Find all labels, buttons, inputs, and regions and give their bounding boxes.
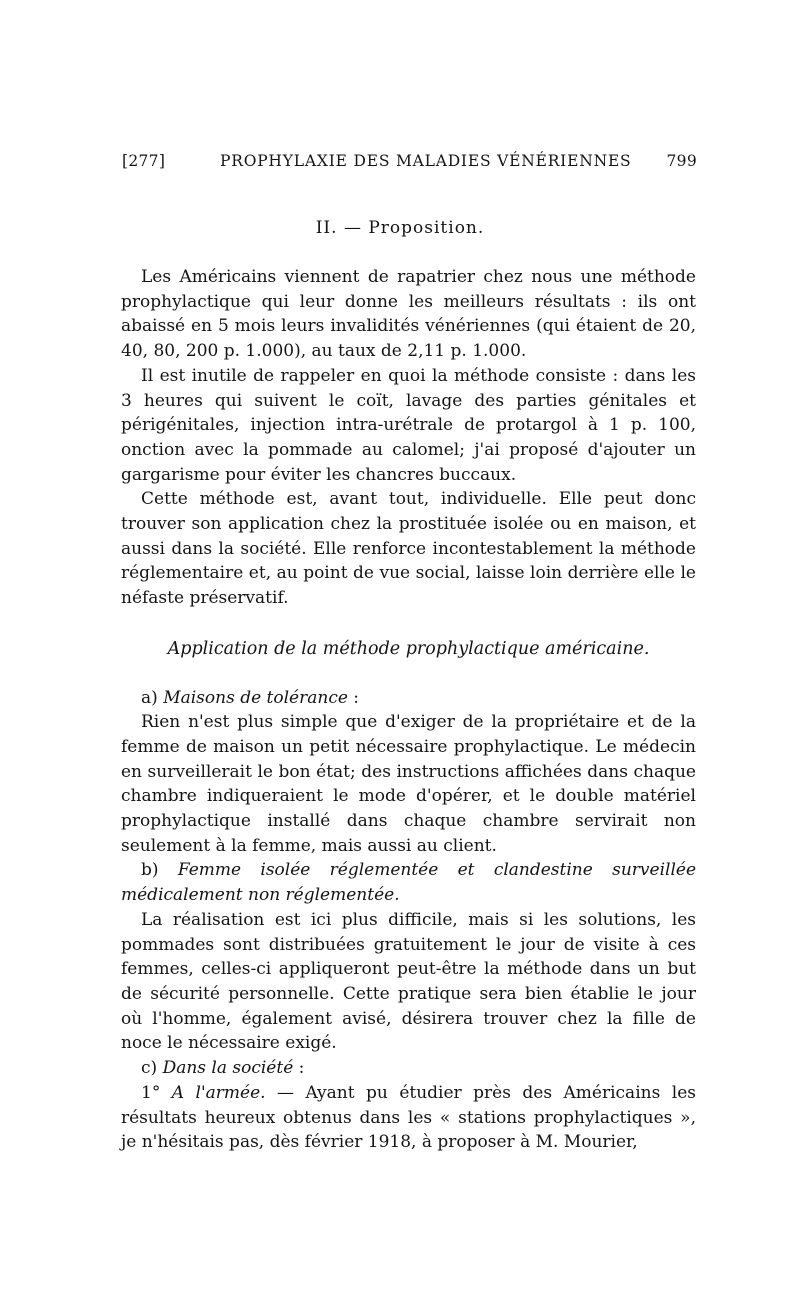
item-c-colon: :: [293, 1058, 305, 1079]
item-c-label: c): [141, 1058, 158, 1079]
item-c-title: Dans la société: [162, 1058, 294, 1079]
page-reference: [277]: [122, 152, 166, 170]
item-c-heading: [121, 1056, 696, 1081]
paragraph-5: La réalisation est ici plus difficile, mais si les solutions, les pommades sont distribuées gratuitement le jour de visite à ces femmes, celles-ci appliqueront peut-être la méthode dans un but de sécurité personnelle. Cette pratique sera bien établie le jour où l'homme, également avisé, désirera trouver chez la fille de noce le nécessaire exigé.: [121, 909, 696, 1054]
item-b-label: b): [141, 860, 159, 881]
section-title: II. — Proposition.: [315, 218, 485, 238]
item-b-title: Femme isolée réglementée et clandestine surveillée médicalement non réglementée.: [121, 860, 697, 906]
paragraph-6-title: A l'armée.: [171, 1082, 266, 1103]
item-a-heading: [121, 686, 696, 711]
running-title: PROPHYLAXIE DES MALADIES VÉNÉRIENNES: [220, 152, 632, 170]
item-a-label: a): [141, 687, 158, 708]
page-number: 799: [666, 152, 697, 170]
paragraph-6-text: — Ayant pu étudier près des Américains les résultats heureux obtenus dans les « stations prophylactiques », je n'hésitais pas, dès février 1918, à proposer à M. Mourier,: [121, 1082, 696, 1153]
paragraph-1: Les Américains viennent de rapatrier chez nous une méthode prophylactique qui leur donne les meilleurs résultats : ils ont abaissé en 5 mois leurs invalidités vénériennes (qui étaient de 20, 40, 80, 200 p. 1.000), au taux de 2,11 p. 1.000.: [121, 267, 696, 362]
item-a-title: Maisons de tolérance: [163, 687, 348, 708]
subheading: Application de la méthode prophylactique américaine.: [167, 638, 650, 659]
item-b-heading: [121, 858, 696, 907]
paragraph-6: [121, 1081, 696, 1155]
paragraph-4: Rien n'est plus simple que d'exiger de la propriétaire et de la femme de maison un petit nécessaire prophylactique. Le médecin en surveillerait le bon état; des instructions affichées dans chaque chambre indiqueraient le mode d'opérer, et le double matériel prophylactique installé dans chaque chambre servirait non seulement à la femme, mais aussi au client.: [121, 712, 696, 856]
body-text: [121, 265, 696, 1155]
paragraph-6-label: 1°: [141, 1082, 172, 1103]
item-a-colon: :: [347, 687, 360, 708]
paragraph-3: Cette méthode est, avant tout, individuelle. Elle peut donc trouver son application chez la prostituée isolée ou en maison, et aussi dans la société. Elle renforce incontestablement la méthode réglementaire et, au point de vue social, laisse loin derrière elle le néfaste préservatif.: [121, 489, 696, 609]
paragraph-2: Il est inutile de rappeler en quoi la méthode consiste : dans les 3 heures qui suivent le coït, lavage des parties génitales et périgénitales, injection intra-urétrale de protargol à 1 p. 100, onction avec la pommade au calomel; j'ai proposé d'ajouter un gargarisme pour éviter les chancres buccaux.: [121, 365, 696, 485]
